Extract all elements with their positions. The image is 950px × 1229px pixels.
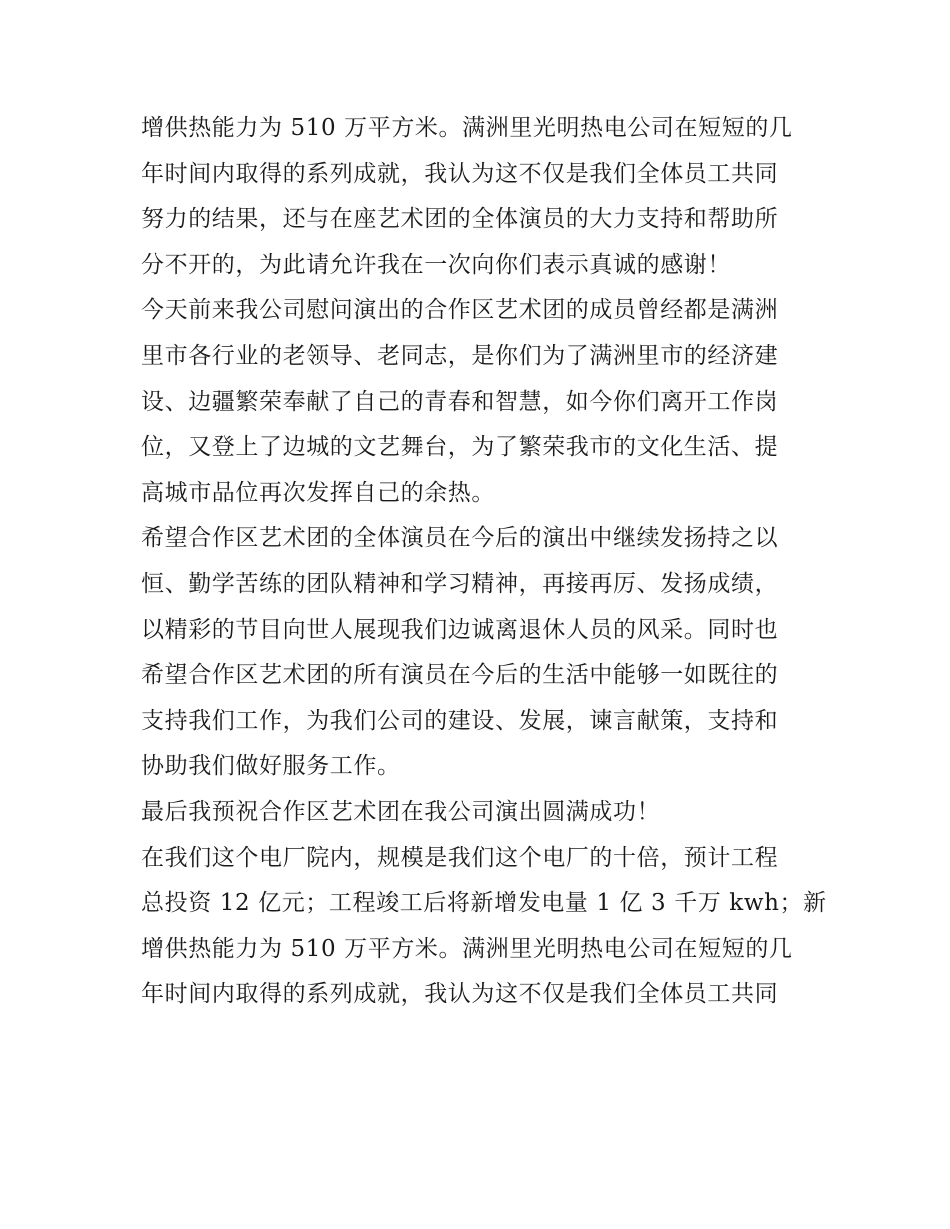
text-line: 努力的结果，还与在座艺术团的全体演员的大力支持和帮助所: [141, 206, 779, 233]
text-line: 恒、勤学苦练的团队精神和学习精神，再接再厉、发扬成绩，: [141, 570, 779, 597]
text-line: 增供热能力为 510 万平方米。满洲里光明热电公司在短短的几: [141, 935, 793, 962]
text-line: 今天前来我公司慰问演出的合作区艺术团的成员曾经都是满洲: [141, 297, 779, 324]
text-line: 支持我们工作，为我们公司的建设、发展，谏言献策，支持和: [141, 707, 779, 734]
text-line: 高城市品位再次发挥自己的余热。: [141, 479, 495, 506]
text-line: 希望合作区艺术团的全体演员在今后的演出中继续发扬持之以: [141, 525, 779, 552]
text-line: 年时间内取得的系列成就，我认为这不仅是我们全体员工共同: [141, 981, 779, 1008]
text-line: 设、边疆繁荣奉献了自己的青春和智慧，如今你们离开工作岗: [141, 388, 779, 415]
text-line: 里市各行业的老领导、老同志，是你们为了满洲里市的经济建: [141, 342, 779, 369]
text-line: 增供热能力为 510 万平方米。满洲里光明热电公司在短短的几: [141, 115, 793, 141]
text-line: 希望合作区艺术团的所有演员在今后的生活中能够一如既往的: [141, 662, 779, 689]
text-line: 协助我们做好服务工作。: [141, 753, 401, 780]
text-line: 以精彩的节目向世人展现我们边诚离退休人员的风采。同时也: [141, 616, 779, 643]
text-line: 分不开的，为此请允许我在一次向你们表示真诚的感谢！: [141, 251, 731, 278]
text-line: 最后我预祝合作区艺术团在我公司演出圆满成功！: [141, 798, 661, 825]
body-text: [141, 106, 827, 1018]
text-line: 年时间内取得的系列成就，我认为这不仅是我们全体员工共同: [141, 160, 779, 187]
text-line: 总投资 12 亿元；工程竣工后将新增发电量 1 亿 3 千万 kwh；新: [141, 890, 827, 917]
text-line: 位，又登上了边城的文艺舞台，为了繁荣我市的文化生活、提: [141, 434, 779, 461]
text-line: 在我们这个电厂院内，规模是我们这个电厂的十倍，预计工程: [141, 844, 779, 871]
